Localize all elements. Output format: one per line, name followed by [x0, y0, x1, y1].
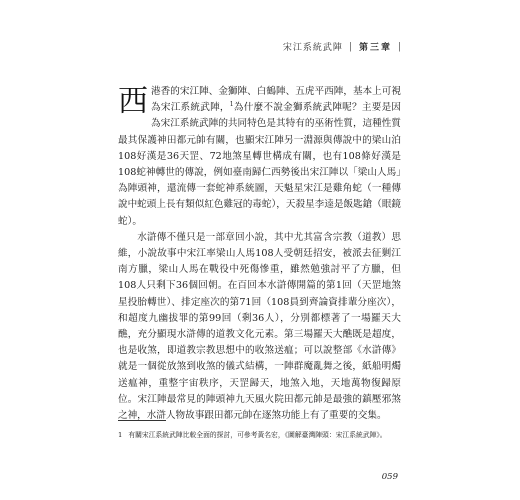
header-chapter: 第三章	[358, 43, 392, 53]
header-series-title: 宋江系統武陣	[282, 43, 343, 53]
paragraph-1-lead: 港香的宋江陣、金獅陣、白鶴陣、五虎平西陣，基本上可視為宋江系統武陣，	[151, 86, 401, 114]
header-divider-right: |	[397, 41, 402, 52]
footnote-rule	[118, 420, 166, 421]
header-divider: |	[348, 41, 353, 52]
footnote-text: 有關宋江系統武陣比較全面的探討，可參考黃名宏，《圖解臺灣陣頭：宋江系統武陣》。	[128, 431, 387, 439]
paragraph-1-rest: 為什麼不說金獅系統武陣呢？主要是因為宋江系統武陣的共同特色是其特有的巫術性質，這種性質最其保護神田都元帥有關，也顯宋江陣另一淵源與傳說中的梁山泊108好漢是36天罡、72地煞星轉世構成有關，也有108條好漢是108蛇神轉世的傳說，例如臺南歸仁西勢後出宋江陣以「梁山人馬」為陣頭神，還流傳一套蛇神系統圖，天魁星宋江是雞角蛇（一種傳說中蛇頭上長有類似紅色雞冠的毒蛇），天殺星李逵是飯匙鎗（眼鏡蛇）。	[118, 102, 402, 227]
paragraph-2: 水滸傳不僅只是一部章回小說，其中尤其富含宗教（道教）思維，小說故事中宋江率梁山人馬108人受朝廷招安，被派去征剿江南方臘，梁山人馬在戰役中死傷慘重，雖然勉強討平了方臘，但108人只剩下36個回朝。在百回本水滸傳開篇的第1回（天罡地煞星投胎轉世）、排定座次的第71回（108員到齊論資排輩分座次），和超度九幽拔罪的第99回（剩36人），分別都標著了一場羅天大醮，充分顯現水滸傳的道教文化元素。第三場羅天大醮既是超度，也是收煞，即道教宗教思想中的收煞送瘟；可以說整部《水滸傳》就是一個從放煞到收煞的儀式結構，一陣群魔亂舞之後，紙船明燭送瘟神，重整宇宙秩序，天罡歸天，地煞入地，天地萬物復歸原位。宋江陣最常見的陣頭神九天風火院田都元帥是最強的鎮壓邪煞之神，水滸人物故事跟田都元帥在逐煞功能上有了重要的交集。	[118, 231, 401, 422]
running-header	[283, 40, 402, 53]
drop-cap: 西	[118, 84, 148, 119]
footnote-number: 1	[118, 431, 123, 439]
main-text	[118, 84, 401, 434]
paragraph-1	[118, 84, 401, 230]
footnote-reference[interactable]: 1	[229, 101, 234, 109]
footnote	[118, 430, 408, 440]
page-number: 059	[381, 472, 398, 482]
